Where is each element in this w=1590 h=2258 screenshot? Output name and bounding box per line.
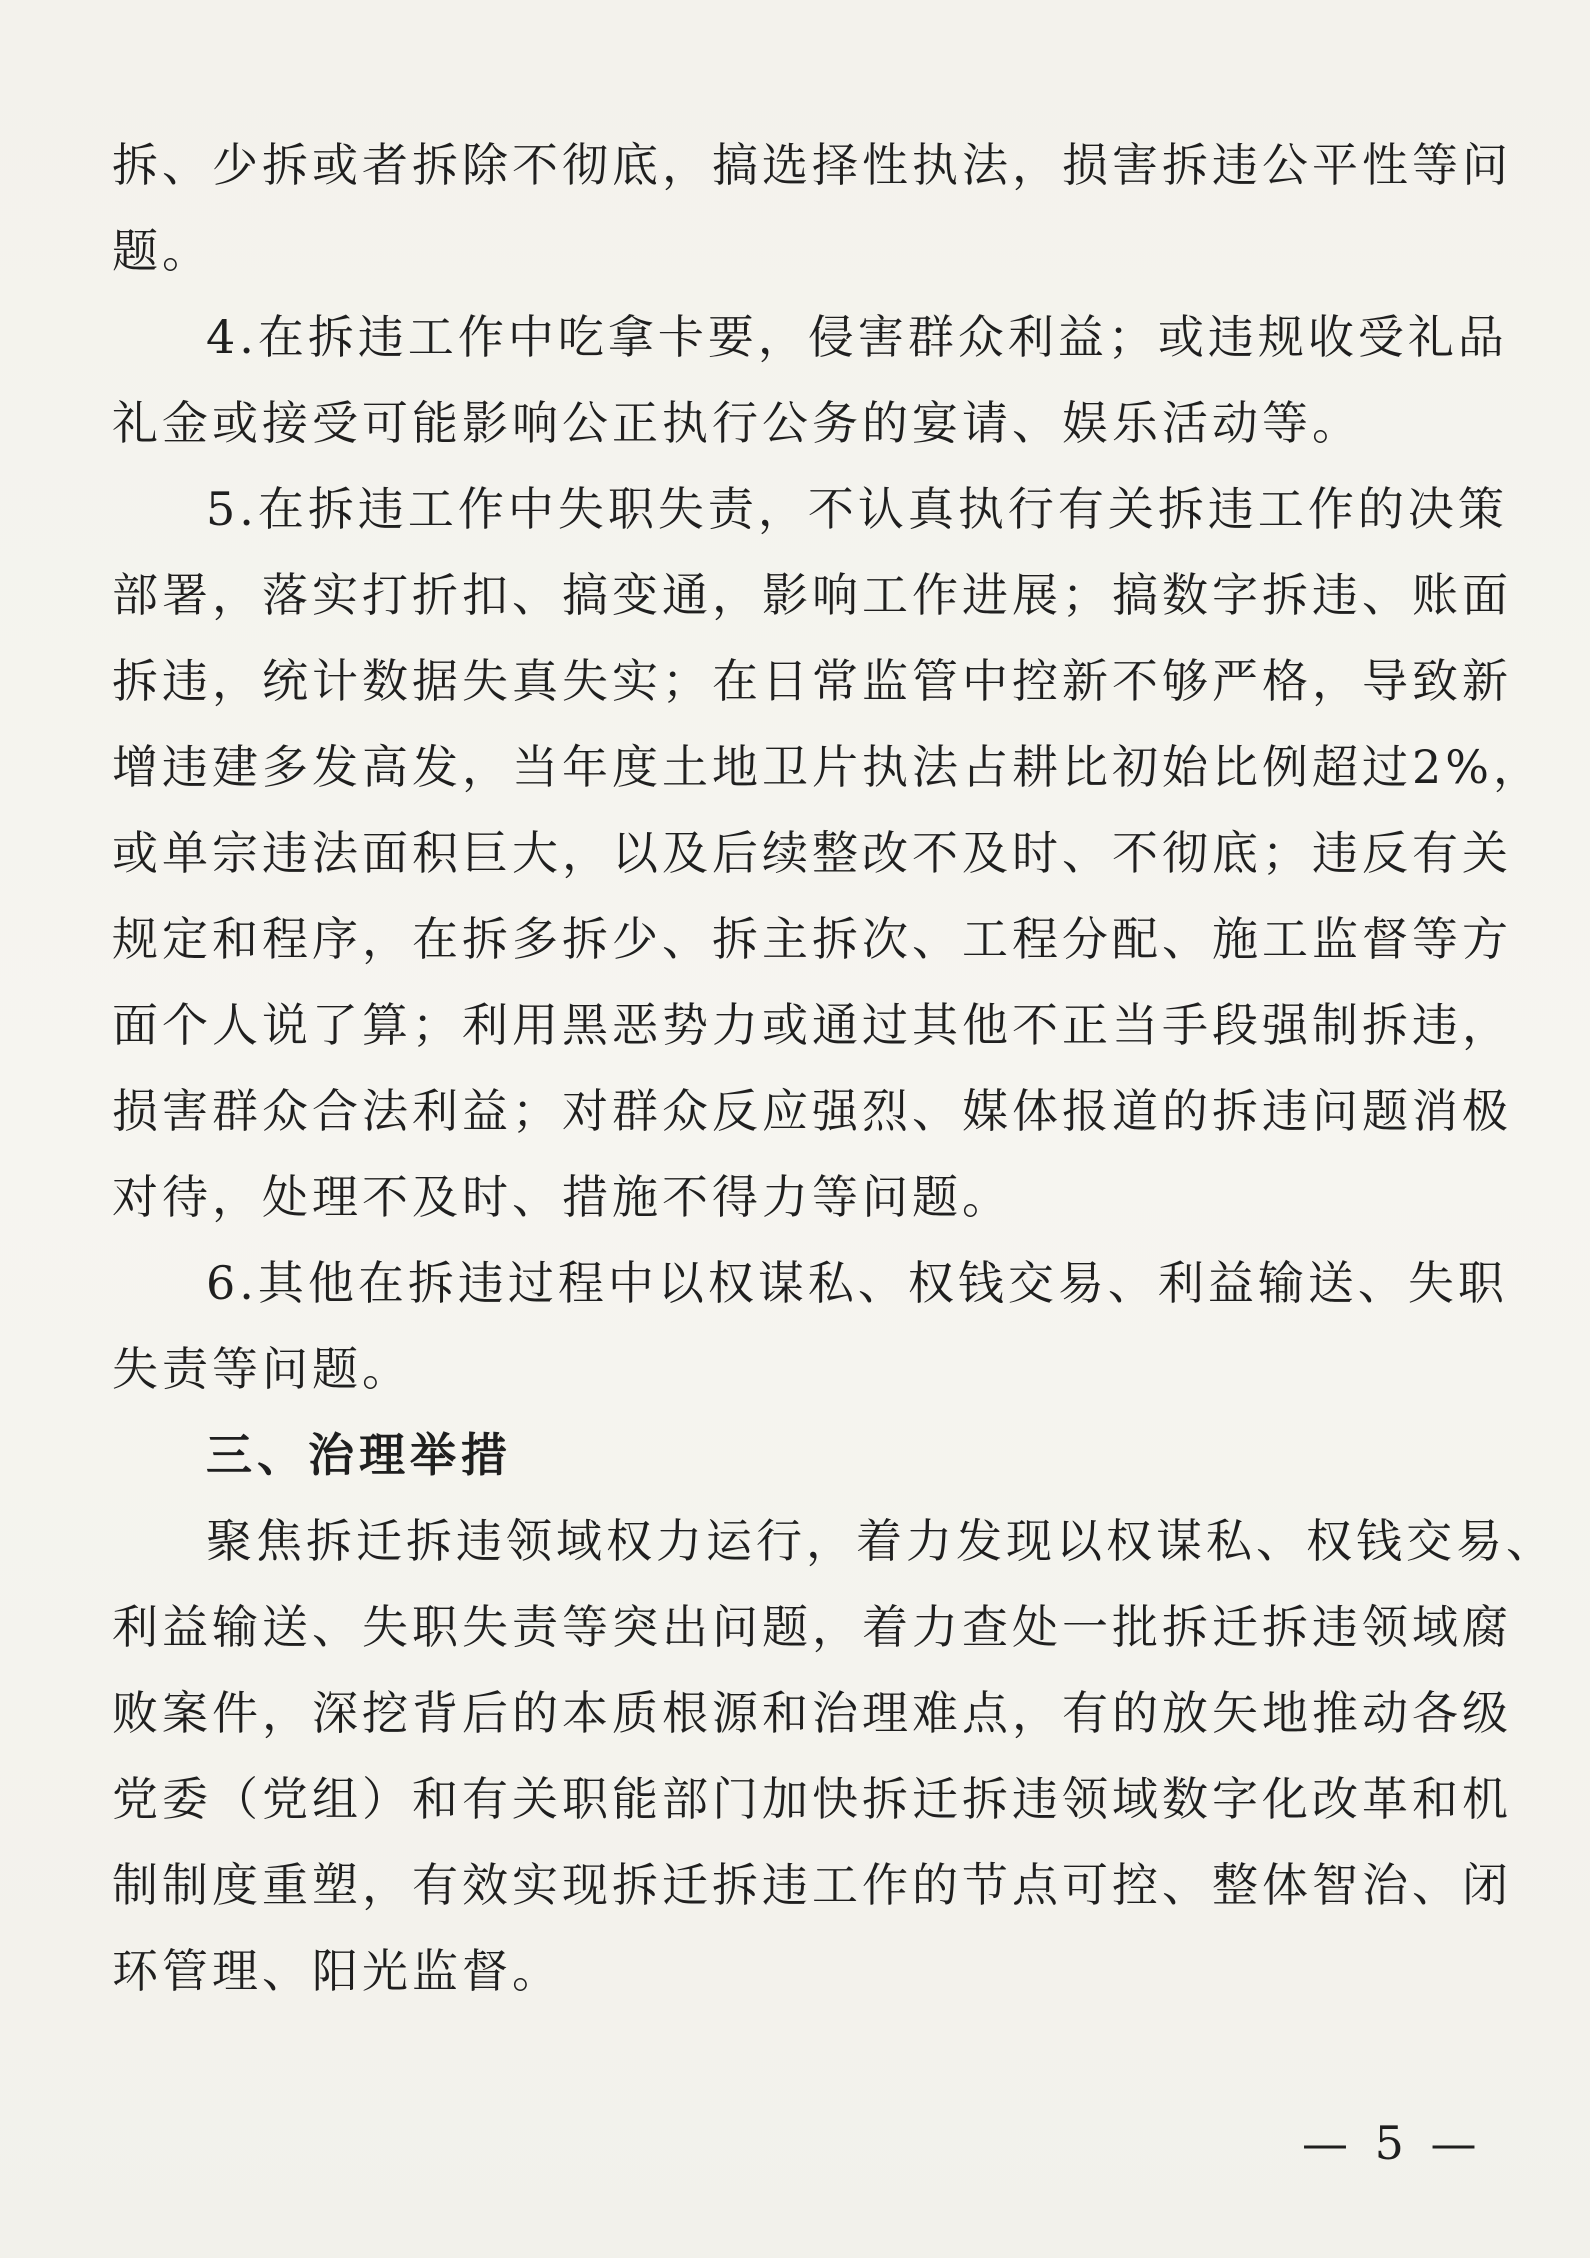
list-item-6-line: 6.其他在拆违过程中以权谋私、权钱交易、利益输送、失职 xyxy=(206,1256,1508,1310)
section-heading: 三、治理举措 xyxy=(206,1428,512,1482)
text-line: 拆违，统计数据失真失实；在日常监管中控新不够严格，导致新 xyxy=(112,654,1512,708)
page-number: — 5 — xyxy=(1302,2116,1483,2170)
document-body xyxy=(112,120,1556,2012)
text-line: 制制度重塑，有效实现拆迁拆违工作的节点可控、整体智治、闭 xyxy=(112,1858,1512,1912)
list-item-5-line: 5.在拆违工作中失职失责，不认真执行有关拆违工作的决策 xyxy=(206,482,1508,536)
list-item-4-line: 4.在拆违工作中吃拿卡要，侵害群众利益；或违规收受礼品 xyxy=(206,310,1508,364)
text-line: 增违建多发高发，当年度土地卫片执法占耕比初始比例超过2%， xyxy=(112,740,1543,794)
text-line: 面个人说了算；利用黑恶势力或通过其他不正当手段强制拆违， xyxy=(112,998,1512,1052)
text-line: 利益输送、失职失责等突出问题，着力查处一批拆迁拆违领域腐 xyxy=(112,1600,1512,1654)
text-line: 对待，处理不及时、措施不得力等问题。 xyxy=(112,1170,1012,1224)
text-line: 拆、少拆或者拆除不彻底，搞选择性执法，损害拆违公平性等问 xyxy=(112,138,1512,192)
text-line: 环管理、阳光监督。 xyxy=(112,1944,562,1998)
text-line: 礼金或接受可能影响公正执行公务的宴请、娱乐活动等。 xyxy=(112,396,1362,450)
text-line: 党委（党组）和有关职能部门加快拆迁拆违领域数字化改革和机 xyxy=(112,1772,1512,1826)
text-line: 败案件，深挖背后的本质根源和治理难点，有的放矢地推动各级 xyxy=(112,1686,1512,1740)
text-line: 损害群众合法利益；对群众反应强烈、媒体报道的拆违问题消极 xyxy=(112,1084,1512,1138)
text-line: 失责等问题。 xyxy=(112,1342,412,1396)
text-line: 题。 xyxy=(112,224,212,278)
text-line: 部署，落实打折扣、搞变通，影响工作进展；搞数字拆违、账面 xyxy=(112,568,1512,622)
paragraph-first-line: 聚焦拆迁拆违领域权力运行，着力发现以权谋私、权钱交易、 xyxy=(206,1514,1556,1568)
text-line: 规定和程序，在拆多拆少、拆主拆次、工程分配、施工监督等方 xyxy=(112,912,1512,966)
text-line: 或单宗违法面积巨大，以及后续整改不及时、不彻底；违反有关 xyxy=(112,826,1512,880)
